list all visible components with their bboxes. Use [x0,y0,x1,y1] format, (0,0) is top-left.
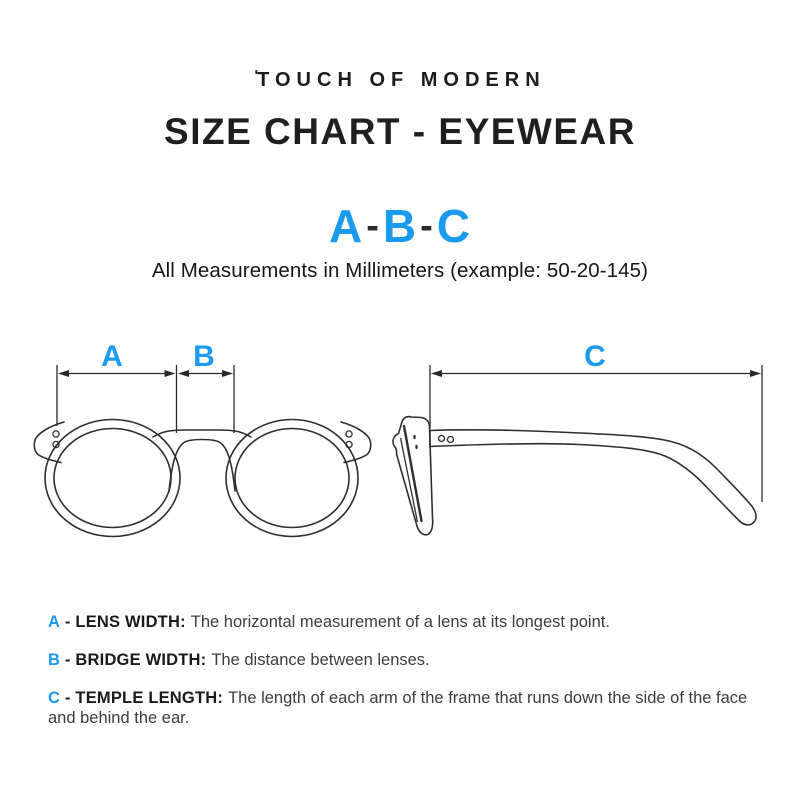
brand-name: TOUCH OF MODERN [257,69,546,91]
right-endpiece [341,422,371,463]
definition-description: The horizontal measurement of a lens at its longest point. [190,613,610,631]
hinge-rivet-left [439,436,445,442]
definition-description: The distance between lenses. [211,651,430,670]
right-lens-outer-rim [226,420,358,537]
formula-letter-b: B [382,200,418,252]
brand-logo [0,69,800,92]
dimension-c [430,340,762,502]
definition-term: BRIDGE WIDTH: [75,651,207,670]
left-rivet-top [53,431,59,437]
lens-edge-shading [404,426,422,521]
definition-letter: C [48,689,60,708]
right-rivet-top [346,431,352,437]
temple-arm [430,430,756,525]
profile-rivet-top [413,435,415,439]
page-title: SIZE CHART - EYEWEAR [164,111,636,152]
bridge-top-edge [153,430,251,437]
right-lens-inner-rim [235,429,349,528]
definition-term: LENS WIDTH: [75,613,186,631]
definition-dash: - [64,613,71,631]
logo-accent-mark: ʹ [254,68,259,85]
dimension-b [178,340,234,433]
left-lens-outer-rim [45,420,180,537]
definition-letter: A [48,613,60,631]
definition-lens-width [48,612,762,632]
formula-separator: - [420,205,434,247]
profile-rivet-bottom [415,445,417,449]
glasses-side-view [393,417,756,535]
glasses-front-view [34,420,370,537]
formula-letter-c: C [436,200,471,252]
formula-letter-a: A [328,200,364,252]
formula-separator: - [366,205,380,247]
definition-dash: - [64,651,71,670]
definitions-list [48,612,762,747]
measurement-formula [0,199,800,253]
eyewear-diagram [0,330,800,590]
definition-description: The length of each arm of the frame that runs down the side of the face and behind the ear. [48,689,748,728]
definition-term: TEMPLE LENGTH: [75,689,224,708]
definition-temple-length [48,688,762,728]
definition-dash: - [64,689,71,708]
lens-width-label: A [101,340,123,373]
definition-bridge-width [48,650,762,670]
bridge-width-label: B [193,340,215,373]
left-lens-inner-rim [54,429,171,528]
measurement-subtitle: All Measurements in Millimeters (example: 50-20-145) [151,259,649,282]
temple-length-label: C [584,340,606,373]
hinge-rivet-right [448,437,454,443]
definition-letter: B [48,651,60,670]
